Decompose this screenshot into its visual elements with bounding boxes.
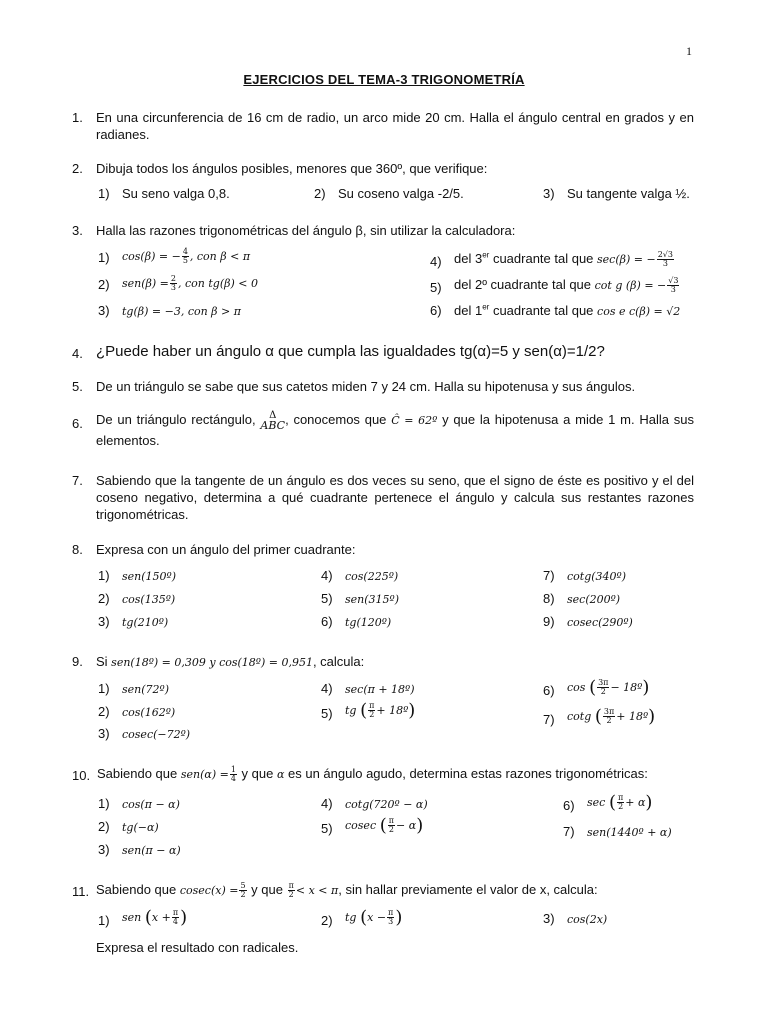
math-expression: sen(β) = $\frac{2}{3}$ , con tg(β) < 0 [122, 274, 258, 293]
math-expression: cosec ( $\frac{\pi}{2}$ − α) [345, 815, 424, 837]
math-expression: sen (x + $\frac{\pi}{4}$ ) [122, 907, 188, 929]
math-expression: cotg ( $\frac{3\pi}{2}$ + 18º) [567, 706, 656, 728]
question-number: 4. [72, 346, 83, 361]
item-label: 3) [98, 842, 110, 857]
item-label: 1) [98, 250, 110, 265]
item-label: 4) [321, 568, 333, 583]
item-label: 7) [563, 824, 575, 839]
question-number: 6. [72, 416, 83, 431]
question-number: 1. [72, 110, 83, 125]
item-label: 5) [430, 280, 442, 295]
math-expression: cosec(−72º) [122, 728, 191, 741]
math-expression: cos(2x) [567, 913, 608, 926]
question-footer: Expresa el resultado con radicales. [96, 940, 299, 955]
math-expression: tg(β) = −3, con β > π [122, 305, 241, 318]
math-expression: sen(72º) [122, 683, 169, 696]
math-expression: cos ( $\frac{3\pi}{2}$ − 18º) [567, 677, 650, 699]
item-label: 6) [563, 798, 575, 813]
item-label: 1) [98, 681, 110, 696]
item-label: 3) [98, 614, 110, 629]
item-label: 9) [543, 614, 555, 629]
math-expression: sec(π + 18º) [345, 683, 415, 696]
question-text: Sabiendo que sen(α) = $\frac{1}{4}$ y que α es un ángulo agudo, determina estas razones trigonométricas: [97, 765, 648, 784]
math-expression: sen(1440º + α) [587, 826, 672, 839]
item-label: 6) [430, 303, 442, 318]
question-text: Expresa con un ángulo del primer cuadrante: [96, 542, 356, 557]
math-expression: cos(162º) [122, 706, 176, 719]
item-label: 3) [543, 911, 555, 926]
question-number: 11. [72, 884, 90, 899]
item-label: 1) [98, 796, 110, 811]
math-expression: cos(β) = − $\frac{4}{5}$ , con β < π [122, 247, 251, 266]
item-text: Su seno valga 0,8. [122, 186, 230, 201]
item-label: 3) [543, 186, 555, 201]
math-expression: cosec(290º) [567, 616, 633, 629]
math-expression: cotg(720º − α) [345, 798, 428, 811]
question-number: 2. [72, 161, 83, 176]
math-expression: tg(120º) [345, 616, 392, 629]
question-text: Sabiendo que cosec(x) = $\frac{5}{2}$ y que $\frac{\pi}{2}$ < x < π, sin hallar previamente el valor de x, calcula: [96, 881, 598, 900]
question-number: 8. [72, 542, 83, 557]
item-label: 6) [543, 683, 555, 698]
item-label: 5) [321, 821, 333, 836]
item-label: 4) [321, 681, 333, 696]
math-expression: sec ( $\frac{\pi}{2}$ + α) [587, 792, 653, 814]
question-text: De un triángulo rectángulo, Δ ABC , conocemos que Ĉ = 62º y que la hipotenusa a mide 1 m. Halla sus elementos. [96, 409, 695, 448]
math-expression: sec(200º) [567, 593, 621, 606]
item-label: 1) [98, 186, 110, 201]
question-number: 9. [72, 654, 83, 669]
item-label: 8) [543, 591, 555, 606]
math-expression: tg (x − $\frac{\pi}{3}$ ) [345, 907, 403, 929]
item-text: del 1er cuadrante tal que cos e c(β) = √2 [454, 302, 681, 318]
item-label: 2) [98, 819, 110, 834]
item-label: 3) [98, 303, 110, 318]
triangle-notation: Δ ABC [260, 409, 286, 432]
math-expression: cos(225º) [345, 570, 399, 583]
item-label: 6) [321, 614, 333, 629]
math-expression: cos(π − α) [122, 798, 180, 811]
math-expression: sen(150º) [122, 570, 176, 583]
question-number: 10. [72, 768, 91, 783]
question-number: 5. [72, 379, 83, 394]
item-text: del 2º cuadrante tal que cot g (β) = − $\frac{√3}{3}$ [454, 276, 679, 295]
math-expression: tg(−α) [122, 821, 159, 834]
item-text: Su coseno valga -2/5. [338, 186, 464, 201]
item-label: 5) [321, 591, 333, 606]
math-expression: tg(210º) [122, 616, 169, 629]
item-label: 2) [98, 591, 110, 606]
question-text: Halla las razones trigonométricas del ángulo β, sin utilizar la calculadora: [96, 223, 516, 238]
item-label: 4) [321, 796, 333, 811]
item-text: Su tangente valga ½. [567, 186, 690, 201]
item-label: 2) [314, 186, 326, 201]
item-label: 1) [98, 913, 110, 928]
question-text: Si sen(18º) = 0,309 y cos(18º) = 0,951, calcula: [96, 654, 365, 669]
item-label: 7) [543, 568, 555, 583]
math-expression: cos(135º) [122, 593, 176, 606]
math-expression: sen(π − α) [122, 844, 181, 857]
item-label: 2) [321, 913, 333, 928]
math-expression: sen(315º) [345, 593, 399, 606]
item-label: 7) [543, 712, 555, 727]
question-text: En una circunferencia de 16 cm de radio, un arco mide 20 cm. Halla el ángulo central en grados y en radianes. [96, 110, 694, 142]
item-label: 3) [98, 726, 110, 741]
item-label: 5) [321, 706, 333, 721]
item-label: 2) [98, 704, 110, 719]
question-text: Dibuja todos los ángulos posibles, menores que 360º, que verifique: [96, 161, 488, 176]
question-number: 7. [72, 473, 83, 488]
question-text: De un triángulo se sabe que sus catetos miden 7 y 24 cm. Halla su hipotenusa y sus ángulos. [96, 379, 636, 394]
page-title: EJERCICIOS DEL TEMA-3 TRIGONOMETRÍA [243, 72, 525, 87]
question-number: 3. [72, 223, 83, 238]
question-text: Sabiendo que la tangente de un ángulo es dos veces su seno, que el signo de éste es positivo y el del coseno negativo, determina a qué cuadrante pertenece el ángulo y calcula sus restantes razones trigonométricas. [96, 473, 694, 522]
item-label: 4) [430, 254, 442, 269]
math-expression: tg ( $\frac{\pi}{2}$ + 18º) [345, 700, 416, 722]
item-label: 2) [98, 277, 110, 292]
item-text: del 3er cuadrante tal que sec(β) = − $\frac{2√3}{3}$ [454, 250, 673, 269]
question-text: ¿Puede haber un ángulo α que cumpla las igualdades tg(α)=5 y sen(α)=1/2? [96, 343, 605, 360]
item-label: 1) [98, 568, 110, 583]
math-expression: cotg(340º) [567, 570, 626, 583]
page-number: 1 [686, 44, 692, 58]
